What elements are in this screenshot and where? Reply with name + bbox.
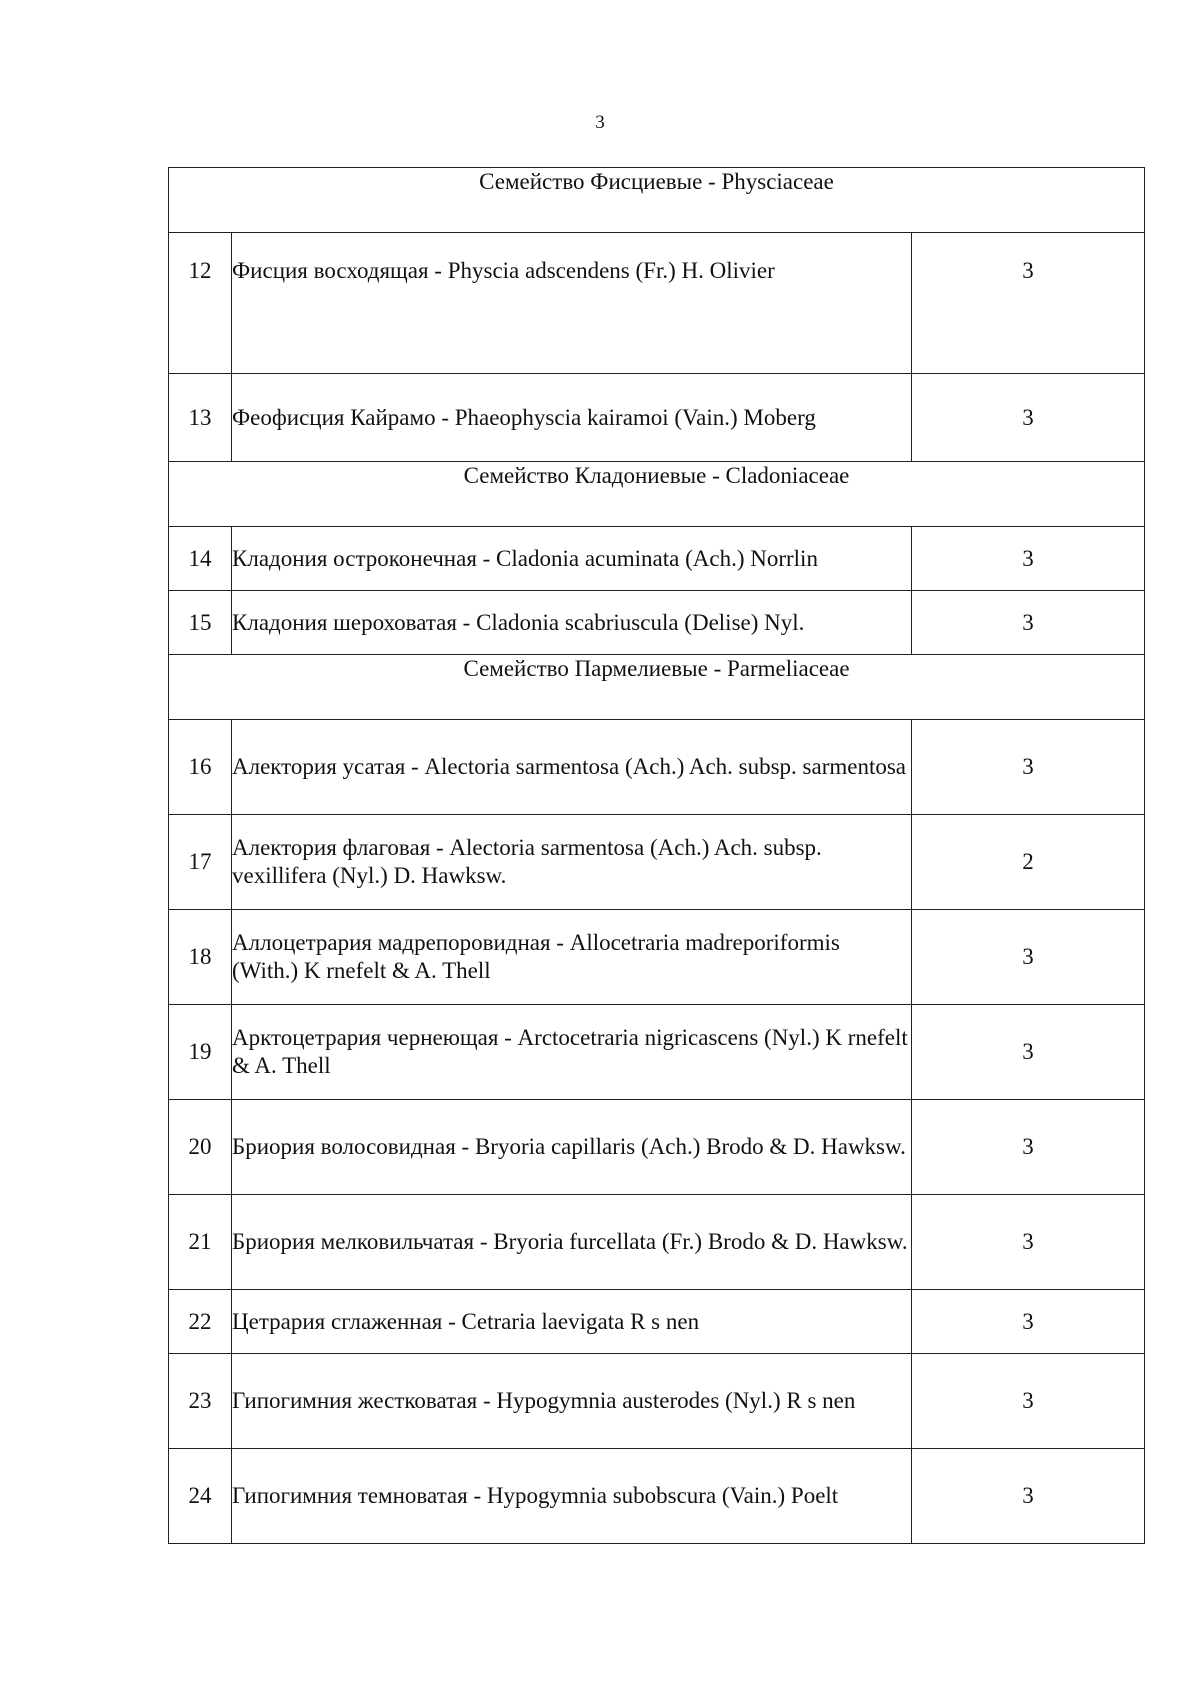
family-row-cladoniaceae [169,462,1145,527]
table-row [169,1100,1145,1195]
species-name: Кладония шероховатая - Cladonia scabriuscula (Delise) Nyl. [232,591,912,655]
species-number: 16 [169,720,232,815]
species-category: 3 [912,233,1145,374]
table-row [169,527,1145,591]
species-category: 3 [912,1195,1145,1290]
species-name: Феофисция Кайрамо - Phaeophyscia kairamoi (Vain.) Moberg [232,374,912,462]
species-number: 14 [169,527,232,591]
species-number: 21 [169,1195,232,1290]
species-name: Гипогимния темноватая - Hypogymnia subobscura (Vain.) Poelt [232,1449,912,1544]
species-category: 3 [912,720,1145,815]
table-row [169,815,1145,910]
species-category: 3 [912,1354,1145,1449]
species-number: 20 [169,1100,232,1195]
table-row [169,233,1145,374]
table-row [169,1005,1145,1100]
species-category: 3 [912,591,1145,655]
species-number: 15 [169,591,232,655]
table-row [169,720,1145,815]
table-row [169,374,1145,462]
species-category: 3 [912,1449,1145,1544]
species-name: Алектория флаговая - Alectoria sarmentosa (Ach.) Ach. subsp. vexillifera (Nyl.) D. Hawksw. [232,815,912,910]
family-title: Семейство Кладониевые - Cladoniaceae [169,462,1145,527]
species-category: 3 [912,527,1145,591]
species-number: 18 [169,910,232,1005]
table-row [169,1195,1145,1290]
species-number: 23 [169,1354,232,1449]
species-name: Аллоцетрария мадрепоровидная - Allocetraria madreporiformis (With.) K rnefelt & A. Thell [232,910,912,1005]
species-name: Гипогимния жестковатая - Hypogymnia austerodes (Nyl.) R s nen [232,1354,912,1449]
species-number: 13 [169,374,232,462]
species-number: 22 [169,1290,232,1354]
table-row [169,591,1145,655]
species-name: Бриория мелковильчатая - Bryoria furcellata (Fr.) Brodo & D. Hawksw. [232,1195,912,1290]
species-category: 3 [912,910,1145,1005]
species-category: 3 [912,1100,1145,1195]
species-category: 3 [912,1290,1145,1354]
table-row [169,1290,1145,1354]
species-name: Цетрария сглаженная - Cetraria laevigata R s nen [232,1290,912,1354]
species-number: 19 [169,1005,232,1100]
species-name: Арктоцетрария чернеющая - Arctocetraria nigricascens (Nyl.) K rnefelt & A. Thell [232,1005,912,1100]
species-number: 17 [169,815,232,910]
species-category: 3 [912,374,1145,462]
species-category: 2 [912,815,1145,910]
family-title: Семейство Фисциевые - Physciaceae [169,168,1145,233]
table-row [169,1449,1145,1544]
table-row [169,1354,1145,1449]
table-row [169,910,1145,1005]
page-number: 3 [595,112,605,133]
family-row-physciaceae [169,168,1145,233]
species-name: Фисция восходящая - Physcia adscendens (Fr.) H. Olivier [232,233,912,374]
species-name: Бриория волосовидная - Bryoria capillaris (Ach.) Brodo & D. Hawksw. [232,1100,912,1195]
family-title: Семейство Пармелиевые - Parmeliaceae [169,655,1145,720]
species-table [168,167,1145,1544]
species-name: Алектория усатая - Alectoria sarmentosa (Ach.) Ach. subsp. sarmentosa [232,720,912,815]
species-number: 12 [169,233,232,374]
species-name: Кладония остроконечная - Cladonia acuminata (Ach.) Norrlin [232,527,912,591]
species-number: 24 [169,1449,232,1544]
species-category: 3 [912,1005,1145,1100]
family-row-parmeliaceae [169,655,1145,720]
